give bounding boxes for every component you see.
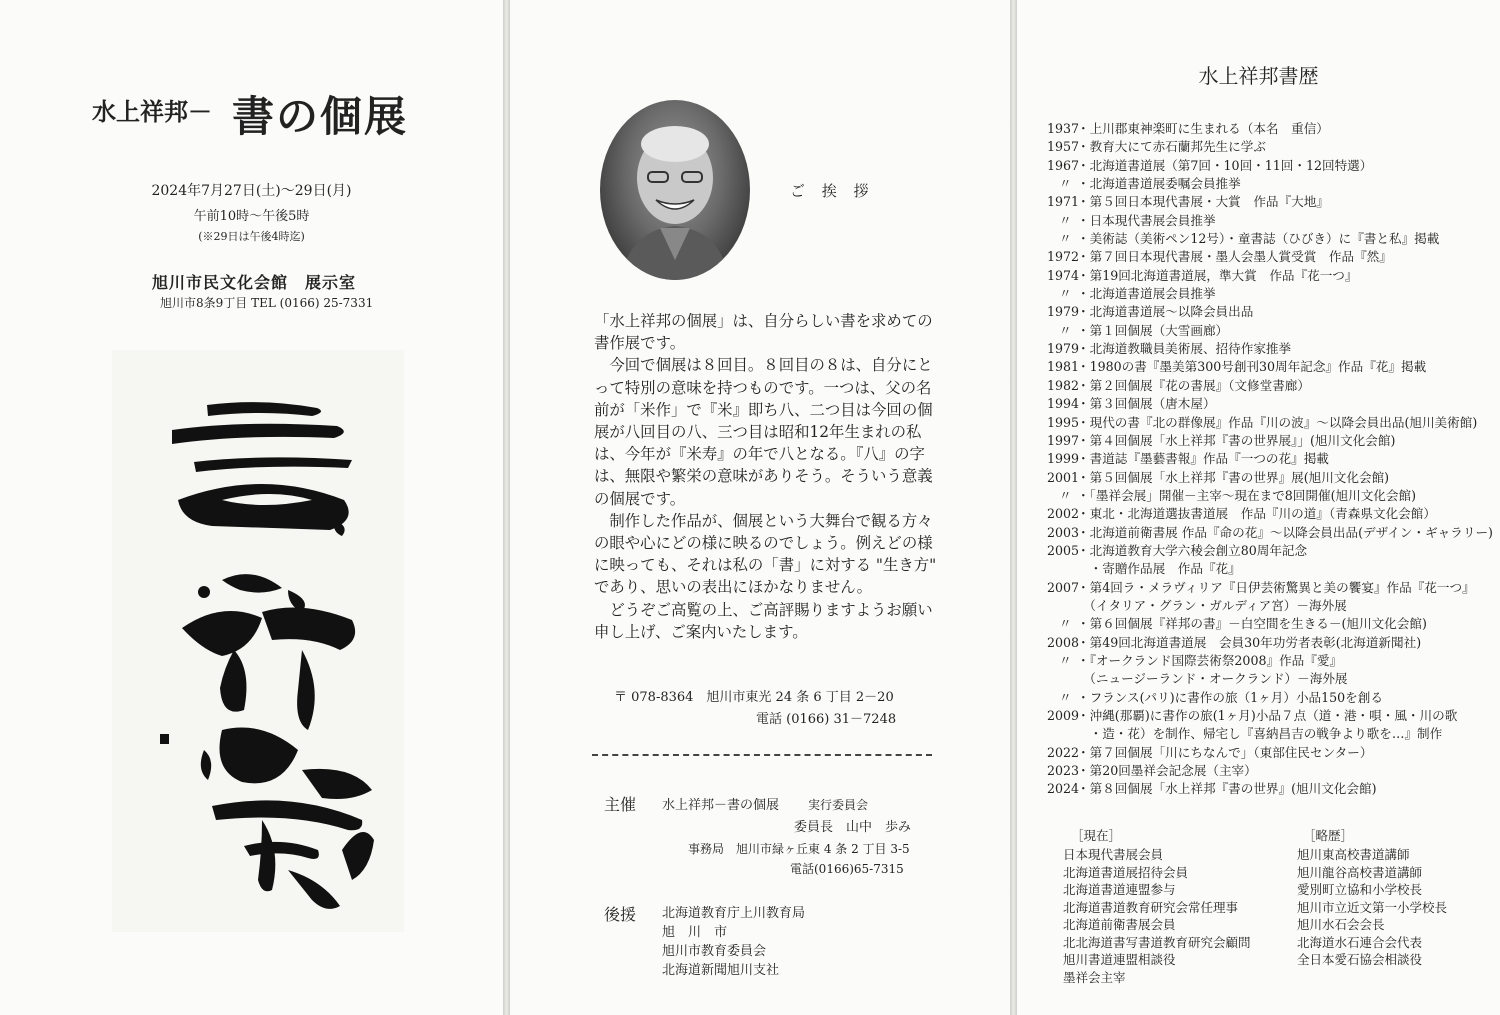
career-item: 旭川東高校書道講師: [1297, 847, 1410, 862]
venue-address: 旭川市8条9丁目 TEL (0166) 25-7331: [160, 296, 374, 310]
current-position-item: 北海道書道展招待会員: [1063, 864, 1189, 880]
sponsor-item: 旭川市教育委員会: [662, 944, 767, 959]
sponsors-label: 後援: [604, 905, 637, 924]
history-row: [1047, 780, 1497, 798]
history-entry: ・第１回個展（大雪画廊）: [1077, 322, 1229, 338]
history-year: 1937: [1047, 121, 1080, 136]
history-row: [1047, 267, 1497, 285]
history-row: [1047, 395, 1497, 413]
history-year: 2002: [1047, 506, 1080, 522]
history-row: [1047, 248, 1497, 266]
calligraphy-brushwork: [112, 350, 404, 932]
history-row: [1047, 615, 1497, 633]
history-entry: ・北海道書道展会員推挙: [1077, 286, 1216, 302]
career-heading: ［略歴］: [1303, 828, 1354, 843]
history-entry: ・沖縄(那覇)に書作の旅(1ヶ月)小品７点（道・港・唄・風・川の歌: [1077, 708, 1458, 723]
history-title: 水上祥邦書歴: [1198, 64, 1319, 88]
history-entry: ・北海道前衛書展 作品『命の花』～以降会員出品(デザイン・ギャラリー): [1077, 524, 1493, 540]
sponsor-item: 旭 川 市: [662, 925, 728, 940]
history-year: 1974: [1047, 267, 1080, 283]
closing-time-note: (※29日は午後4時迄): [198, 230, 305, 243]
history-year: 2024: [1047, 781, 1080, 797]
history-row: [1047, 652, 1497, 670]
current-position-item: 日本現代書展会員: [1063, 847, 1164, 862]
history-year: 1957: [1047, 139, 1080, 155]
current-position-item: 北海道書道教育研究会常任理事: [1063, 899, 1239, 915]
history-row: [1047, 285, 1497, 303]
history-entry: （ニュージーランド・オークランド）－海外展: [1077, 671, 1348, 687]
history-row: [1047, 322, 1497, 340]
history-entry: ・第４回個展「水上祥邦『書の世界展』」(旭川文化会館): [1077, 432, 1396, 448]
history-row: [1047, 689, 1497, 707]
organizer-phone: 電話(0166)65-7315: [790, 862, 904, 876]
history-entry: ・1980の書『墨美第300号創刊30周年記念』作品『花』掲載: [1077, 359, 1427, 375]
history-year: 〃: [1059, 616, 1072, 632]
history-year: 2023: [1047, 763, 1080, 779]
history-entry: ・寄贈作品展 作品『花』: [1077, 561, 1241, 577]
history-entry: ・第２回個展『花の書展』（文修堂書廊）: [1077, 377, 1310, 393]
history-year: 1979: [1047, 304, 1080, 320]
greeting-panel: [510, 0, 1010, 1015]
history-year: 1972: [1047, 249, 1080, 265]
career-item: 愛別町立協和小学校長: [1297, 882, 1423, 897]
committee-chair: 委員長 山中 歩み: [794, 820, 912, 835]
history-row: [1047, 524, 1497, 542]
career-item: 全日本愛石協会相談役: [1297, 952, 1423, 967]
history-row: [1047, 579, 1497, 597]
history-year: 2001: [1047, 469, 1080, 485]
current-position-item: 旭川書道連盟相談役: [1063, 952, 1176, 967]
history-entry: ・造・花）を制作、帰宅し『喜納昌吉の戦争より歌を…』制作: [1077, 726, 1443, 742]
history-year: 2009: [1047, 708, 1080, 723]
history-year: 2003: [1047, 524, 1080, 540]
section-divider: [592, 754, 932, 756]
organizer-label: 主催: [604, 795, 637, 814]
history-entry: （イタリア・グラン・ガルディア宮）－海外展: [1077, 597, 1347, 613]
history-entry: ・フランス(パリ)に書作の旅（1ヶ月）小品150を創る: [1077, 689, 1383, 705]
history-row: [1047, 762, 1497, 780]
history-entry: ・東北・北海道選抜書道展 作品『川の道』（青森県文化会館）: [1077, 506, 1436, 522]
history-entry: ・第4回ラ・メラヴィリア『日伊芸術驚異と美の饗宴』作品『花一つ』: [1077, 579, 1475, 595]
greeting-paragraph: 制作した作品が、個展という大舞台で観る方々の眼や心にどの様に映るのでしょう。例えどの様に映っても、それは私の「書」に対する "生き方" であり、思いの表出にほかなりません。: [594, 511, 937, 597]
history-year: 2008: [1047, 634, 1080, 650]
history-row: [1047, 157, 1497, 175]
history-year: 〃: [1059, 212, 1072, 228]
history-entry: ・現代の書『北の群像展』作品『川の波』～以降会員出品(旭川美術館): [1077, 414, 1478, 430]
history-year: 〃: [1059, 322, 1072, 338]
history-year: 1999: [1047, 451, 1080, 467]
history-entry: ・北海道教職員美術展、招待作家推挙: [1077, 341, 1292, 357]
fold-line-left: [503, 0, 510, 1015]
history-list: [1047, 120, 1497, 799]
history-row: [1047, 597, 1497, 615]
history-entry: ・第７回個展「川にちなんで」（東部住民センター）: [1077, 744, 1373, 760]
history-row: [1047, 450, 1497, 468]
history-row: [1047, 414, 1497, 432]
history-row: [1047, 175, 1497, 193]
history-row: [1047, 212, 1497, 230]
history-row: [1047, 505, 1497, 523]
history-row: [1047, 303, 1497, 321]
history-row: [1047, 560, 1497, 578]
exhibition-hours: 午前10時～午後5時: [193, 209, 310, 224]
history-row: [1047, 193, 1497, 211]
artist-phone: 電話 (0166) 31－7248: [756, 712, 897, 727]
current-position-item: 北北海道書写書道教育研究会顧問: [1063, 934, 1251, 950]
history-entry: ・第５回個展「水上祥邦『書の世界』展(旭川文化会館): [1077, 469, 1390, 485]
history-year: 1995: [1047, 414, 1080, 430]
history-row: [1047, 725, 1497, 743]
history-row: [1047, 469, 1497, 487]
front-cover-panel: [0, 0, 503, 1015]
artist-portrait-photo: [600, 100, 750, 280]
history-entry: ・日本現代書展会員推挙: [1077, 212, 1216, 228]
history-year: 2007: [1047, 579, 1080, 595]
career-item: 旭川龍谷高校書道講師: [1297, 864, 1423, 880]
career-item: 旭川水石会会長: [1297, 917, 1385, 932]
history-row: [1047, 487, 1497, 505]
history-entry: ・第20回墨祥会記念展（主宰）: [1077, 763, 1257, 779]
greeting-paragraph: 「水上祥邦の個展」は、自分らしい書を求めての書作展です。: [594, 312, 933, 353]
history-year: 〃: [1059, 231, 1072, 247]
career-list: [1297, 846, 1447, 969]
organizer-office: 事務局 旭川市緑ヶ丘東 4 条 2 丁目 3-5: [688, 842, 910, 856]
history-panel: [1017, 0, 1500, 1015]
current-positions-list: [1063, 846, 1251, 986]
greeting-paragraph: どうぞご高覧の上、ご高評賜りますようお願い申し上げ、ご案内いたします。: [594, 600, 933, 641]
history-row: [1047, 744, 1497, 762]
history-entry: ・第５回日本現代書展・大賞 作品『大地』: [1077, 194, 1329, 210]
career-item: 旭川市立近文第一小学校長: [1297, 899, 1448, 915]
history-entry: ・第６回個展『祥邦の書』－白空間を生きる－(旭川文化会館): [1077, 616, 1427, 632]
history-year: 1994: [1047, 396, 1080, 412]
history-row: [1047, 358, 1497, 376]
history-year: 1997: [1047, 432, 1080, 448]
exhibition-title: 書の個展: [232, 92, 409, 141]
history-entry: ・北海道書道展～以降会員出品: [1077, 304, 1254, 320]
organizer-committee: 実行委員会: [808, 798, 869, 812]
greeting-message: [594, 310, 944, 643]
history-year: 1981: [1047, 359, 1080, 375]
history-year: 1982: [1047, 377, 1080, 393]
history-row: [1047, 542, 1497, 560]
history-row: [1047, 377, 1497, 395]
history-entry: ・教育大にて赤石蘭邦先生に学ぶ: [1077, 139, 1266, 155]
sponsor-item: 北海道新聞旭川支社: [662, 963, 780, 978]
career-item: 北海道水石連合会代表: [1297, 934, 1423, 950]
history-entry: ・第３回個展（唐木屋）: [1077, 396, 1216, 412]
history-year: 1979: [1047, 341, 1080, 357]
history-entry: ・第８回個展「水上祥邦『書の世界』(旭川文化会館): [1077, 781, 1377, 797]
greeting-title: ご 挨 拶: [790, 182, 875, 200]
current-position-item: 北海道書道連盟参与: [1063, 882, 1176, 897]
history-entry: ・「墨祥会展」開催－主宰～現在まで8回開催(旭川文化会館): [1077, 487, 1416, 503]
history-year: 〃: [1059, 652, 1072, 668]
calligraphy-artwork: [112, 350, 404, 932]
history-entry: ・第49回北海道書道展 会員30年功労者表彰(北海道新聞社): [1077, 634, 1422, 650]
history-row: [1047, 230, 1497, 248]
history-entry: ・北海道書道展（第7回・10回・11回・12回特選）: [1077, 157, 1373, 173]
history-row: [1047, 707, 1497, 725]
exhibition-dates: 2024年7月27日(土)～29日(月): [151, 183, 352, 199]
portrait-figure: [600, 100, 750, 280]
greeting-paragraph: 今回で個展は８回目。８回目の８は、自分にとって特別の意味を持つものです。一つは、父の名前が「米作」で『米』即ち八、二つ目は今回の個展が八回目の八、三つ目は昭和12年生まれの私は、今年が『米寿』の年で八となる。『八』の字は、無限や繁栄の意味がありそう。そういう意義の個展です。: [594, 356, 933, 508]
history-row: [1047, 634, 1497, 652]
organizer-name: 水上祥邦－書の個展: [662, 798, 780, 813]
exhibition-artist-name: 水上祥邦－: [92, 97, 212, 126]
sponsor-item: 北海道教育庁上川教育局: [662, 906, 806, 921]
history-row: [1047, 670, 1497, 688]
current-position-item: 墨祥会主宰: [1063, 969, 1126, 985]
history-entry: ・書道誌『墨藝書報』作品『一つの花』掲載: [1077, 451, 1329, 467]
current-positions-heading: ［現在］: [1071, 828, 1122, 843]
history-row: [1047, 120, 1497, 138]
history-entry: ・美術誌（美術ペン12号）・童書誌（ひびき）に『書と私』掲載: [1077, 231, 1440, 247]
history-year: 1967: [1047, 157, 1080, 173]
history-year: 〃: [1059, 689, 1072, 705]
history-row: [1047, 340, 1497, 358]
history-entry: ・第19回北海道書道展，準大賞 作品『花一つ』: [1077, 267, 1358, 283]
history-entry: ・上川郡東神楽町に生まれる（本名 重信）: [1077, 121, 1329, 136]
history-entry: ・北海道教育大学六稜会創立80周年記念: [1077, 542, 1308, 558]
fold-line-right: [1010, 0, 1017, 1015]
history-entry: ・北海道書道展委嘱会員推挙: [1077, 176, 1241, 192]
history-year: 2005: [1047, 542, 1080, 558]
history-year: 1971: [1047, 194, 1080, 210]
history-year: 〃: [1059, 487, 1072, 503]
artist-address: 〒 078-8364 旭川市東光 24 条 6 丁目 2－20: [614, 690, 894, 705]
venue-name: 旭川市民文化会館 展示室: [152, 273, 357, 292]
history-year: 〃: [1059, 176, 1072, 192]
history-row: [1047, 432, 1497, 450]
history-row: [1047, 138, 1497, 156]
history-year: 2022: [1047, 744, 1080, 760]
history-entry: ・第７回日本現代書展・墨人会墨人賞受賞 作品『然』: [1077, 249, 1392, 265]
history-year: 〃: [1059, 286, 1072, 302]
history-entry: ・『オークランド国際芸術祭2008』作品『愛』: [1077, 652, 1343, 668]
current-position-item: 北海道前衛書展会員: [1063, 917, 1176, 932]
